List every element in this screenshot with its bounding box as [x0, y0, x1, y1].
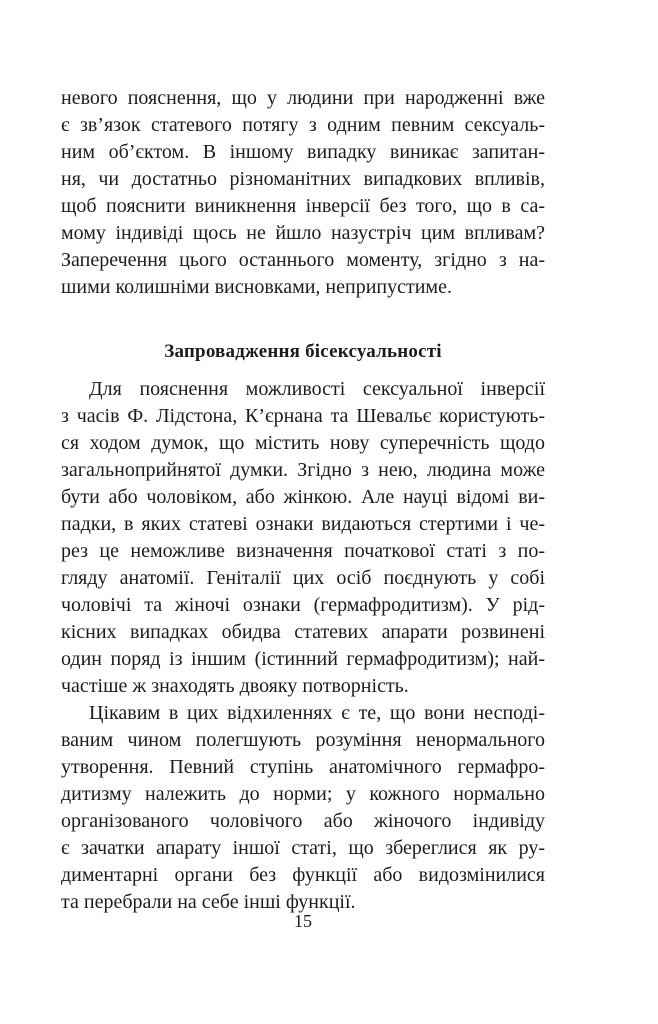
section-heading: Запровадження бісексуальності	[164, 341, 442, 362]
text-line: ня, чи достатньо різноманітних випадкових впливів,	[61, 168, 545, 190]
text-line: дитизму належить до норми; у кожного нормально	[61, 783, 545, 805]
paragraph-continuation	[61, 85, 545, 301]
text-line: невого пояснення, що у людини при народженні вже	[61, 87, 545, 109]
paragraph	[61, 700, 545, 916]
text-line: бути або чоловіком, або жінкою. Але науці відомі ви-	[61, 486, 545, 508]
text-line: Заперечення цього останнього моменту, згідно з на-	[61, 249, 545, 271]
page-number: 15	[294, 911, 312, 931]
text-line: ваним чином полегшують розуміння ненормального	[61, 729, 545, 751]
text-line: шими колишніми висновками, неприпустиме.	[61, 276, 452, 298]
text-line: організованого чоловічого або жіночого індивіду	[61, 810, 545, 832]
text-line: кісних випадках обидва статевих апарати розвинені	[61, 621, 545, 643]
text-line: щоб пояснити виникнення інверсії без того, що в са-	[61, 195, 545, 217]
text-line: є зачатки апарату іншої статі, що збереглися як ру-	[61, 837, 545, 859]
paragraph	[61, 376, 545, 700]
text-line: з часів Ф. Лідстона, К’єрнана та Шевальє користують-	[61, 405, 545, 427]
text-line: утворення. Певний ступінь анатомічного гермафро-	[61, 756, 545, 778]
text-line: ним об’єктом. В іншому випадку виникає запитан-	[61, 141, 545, 163]
text-line: загальноприйнятої думки. Згідно з нею, людина може	[61, 459, 545, 481]
text-line: чоловічі та жіночі ознаки (гермафродитизм). У рід-	[61, 594, 545, 616]
text-line: ся ходом думок, що містить нову суперечність щодо	[61, 432, 545, 454]
text-line: Для пояснення можливості сексуальної інверсії	[89, 378, 545, 400]
text-line: диментарні органи без функції або видозмінилися	[61, 864, 545, 886]
text-block	[61, 85, 545, 916]
text-line: рез це неможливе визначення початкової статі з по-	[61, 540, 545, 562]
text-line: Цікавим в цих відхиленнях є те, що вони несподі-	[89, 702, 545, 724]
text-line: та перебрали на себе інші функції.	[61, 891, 356, 913]
text-line: гляду анатомії. Геніталії цих осіб поєднують у собі	[61, 567, 545, 589]
text-line: падки, в яких статеві ознаки видаються стертими і че-	[61, 513, 545, 535]
text-line: один поряд із іншим (істинний гермафродитизм); най-	[61, 648, 545, 670]
text-line: частіше ж знаходять двояку потворність.	[61, 675, 409, 697]
text-line: є зв’язок статевого потягу з одним певним сексуаль-	[61, 114, 545, 136]
text-line: мому індивіді щось не йшло назустріч цим впливам?	[61, 222, 545, 244]
